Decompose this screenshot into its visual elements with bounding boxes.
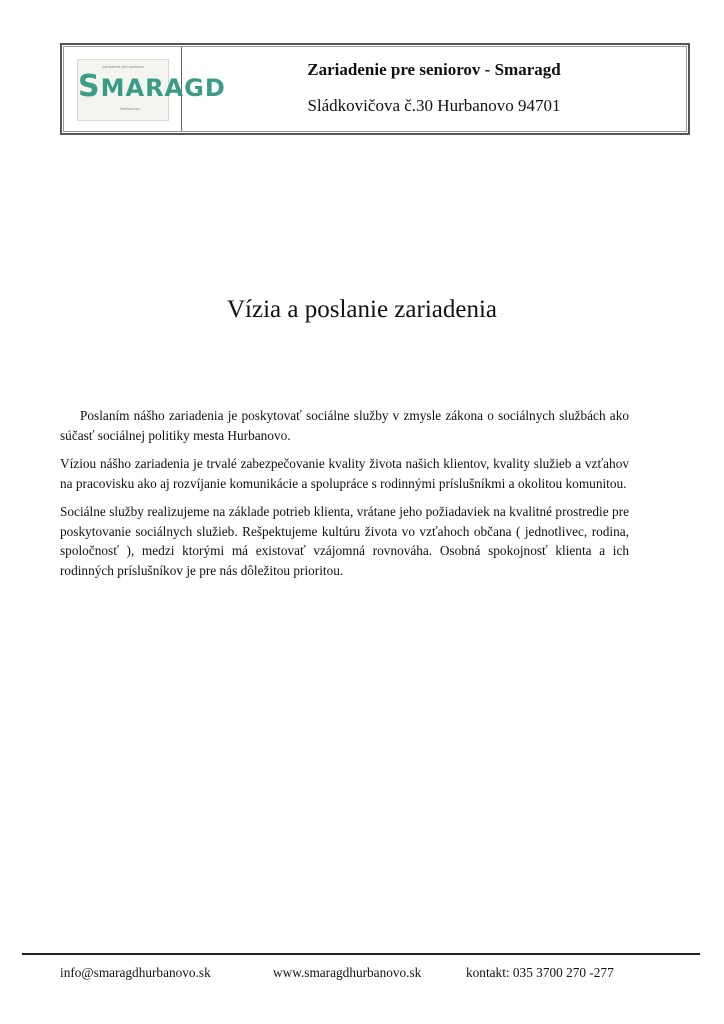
header-title: Zariadenie pre seniorov - Smaragd (307, 60, 561, 79)
logo-wordmark: SMARAGD (78, 69, 226, 104)
footer-email: info@smaragdhurbanovo.sk (60, 965, 211, 980)
header-inner-frame (63, 46, 687, 132)
logo-subline: Hurbanovo (120, 106, 140, 111)
header-box (60, 43, 690, 135)
header-address: Sládkovičova č.30 Hurbanovo 94701 (307, 96, 561, 115)
document-body (60, 406, 629, 589)
footer-contact: kontakt: 035 3700 270 -277 (466, 965, 614, 980)
logo-tagline: zariadenie pre seniorov (102, 64, 144, 69)
paragraph-vision: Víziou nášho zariadenia je trvalé zabezpečovanie kvality života našich klientov, kvality služieb a vzťahov na pracovisku ako aj rozvíjanie komunikácie a spolupráce s rodinnými príslušníkmi a okolitou komunitou. (60, 456, 629, 491)
footer-website: www.smaragdhurbanovo.sk (273, 965, 422, 980)
footer-divider (22, 953, 700, 955)
smaragd-logo (77, 59, 226, 121)
document-title: Vízia a poslanie zariadenia (227, 296, 497, 323)
paragraph-services: Sociálne služby realizujeme na základe potrieb klienta, vrátane jeho požiadaviek na kvalitné prostredie pre poskytovanie sociálnych služieb. Rešpektujeme kultúru života vo vzťahoch občana ( jednotlivec, rodina, spoločnosť ), medzi ktorými má existovať vzájomná rovnováha. Osobná spokojnosť klienta a ich rodinných príslušníkov je pre nás dôležitou prioritou. (60, 504, 629, 578)
logo-cell (64, 47, 226, 131)
paragraph-mission: Poslaním nášho zariadenia je poskytovať sociálne služby v zmysle zákona o sociálnych službách ako súčasť sociálnej politiky mesta Hurbanovo. (60, 408, 629, 443)
